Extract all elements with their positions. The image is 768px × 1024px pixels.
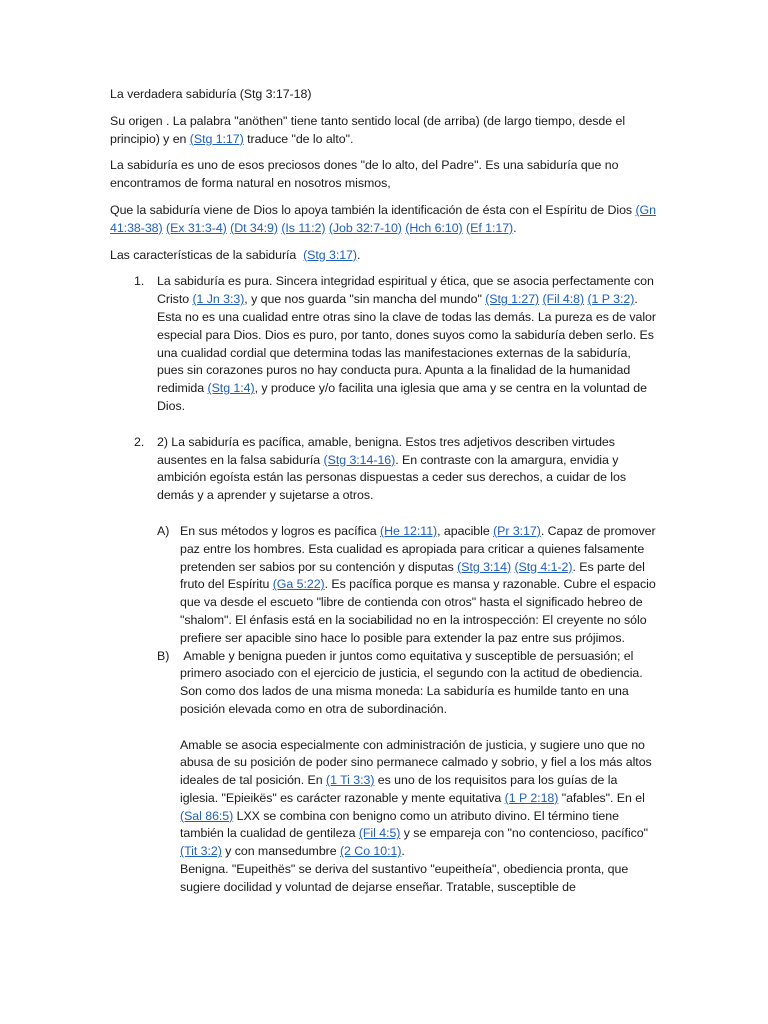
text: LXX se combina con benigno como un atributo divino. El término tiene también la cualidad de gentileza xyxy=(180,808,619,841)
text: "afables". En el xyxy=(558,790,645,805)
scripture-link[interactable]: (Sal 86:5) xyxy=(180,808,234,823)
text: 2) La sabiduría es pacífica, amable, benigna. Estos tres adjetivos describen virtudes ausentes en la falsa sabiduría xyxy=(157,434,615,467)
paragraph-origin xyxy=(110,113,658,149)
list-number: 1. xyxy=(134,274,145,289)
document-page xyxy=(110,86,658,897)
sub-list-item xyxy=(157,523,658,648)
scripture-link[interactable]: (Ef 1:17) xyxy=(466,220,514,235)
text: . Esta no es una cualidad entre otras sino la clave de todas las demás. La pureza es de valor especial para Dios. Dios es puro, por tanto, dones suyos como la sabiduría deben serlo. Es una cualidad cordial que determina todas las manifestaciones externas de la sabiduría, pues sin corazones puros no hay conducta pura. Apunta a la finalidad de la humanidad redimida xyxy=(157,292,656,396)
scripture-link[interactable]: (Stg 1:27) xyxy=(485,292,540,307)
sub-paragraph xyxy=(180,737,658,862)
paragraph-gift: La sabiduría es uno de esos preciosos dones "de lo alto, del Padre". Es una sabiduría que no encontramos de forma natural en nosotros mismos, xyxy=(110,158,619,191)
text: . xyxy=(513,220,517,235)
text: y se empareja con "no contencioso, pacífico" xyxy=(400,826,648,841)
paragraph-spirit xyxy=(110,202,658,238)
text: es uno de los requisitos para los guías de la iglesia. "Epieikës" es carácter razonable y mente equitativa xyxy=(180,773,618,805)
scripture-link[interactable]: (Hch 6:10) xyxy=(405,220,463,235)
text: . xyxy=(356,247,361,262)
list-item-lead xyxy=(157,434,658,505)
sub-list-letter: B) xyxy=(157,648,170,663)
sub-list xyxy=(157,523,658,897)
text: Que la sabiduría viene de Dios lo apoya también la identificación de ésta con el Espíritu de Dios xyxy=(110,202,636,217)
scripture-link[interactable]: (Ex 31:3-4) xyxy=(166,220,227,235)
text: y con mansedumbre xyxy=(221,844,340,859)
list-item xyxy=(110,434,658,897)
scripture-link[interactable]: (Dt 34:9) xyxy=(230,220,278,235)
scripture-link[interactable]: (Fil 4:8) xyxy=(542,292,585,307)
text: traduce "de lo alto". xyxy=(243,131,354,146)
text: . Es parte del fruto del Espíritu xyxy=(180,559,645,592)
scripture-link[interactable]: (Stg 1:4) xyxy=(207,381,255,396)
scripture-link[interactable]: (Stg 3:14) xyxy=(457,559,512,574)
list-item xyxy=(110,273,658,415)
scripture-link[interactable]: (Tit 3:2) xyxy=(180,844,222,859)
scripture-link[interactable]: (2 Co 10:1) xyxy=(339,844,402,859)
characteristics-list xyxy=(110,273,658,896)
sub-paragraph: Benigna. "Eupeithës" se deriva del sustantivo "eupeitheía", obediencia pronta, que sugiere docilidad y voluntad de dejarse enseñar. Tratable, susceptible de xyxy=(180,862,629,894)
text: . Es pacífica porque es mansa y razonable. Cubre el espacio que va desde el escueto "libre de contienda con otros" hasta el significado hebreo de "shalom". El énfasis está en la sociabilidad no en la introspección: El creyente no sólo prefiere ser apacible sino hace lo posible para extender la paz entre sus prójimos. xyxy=(180,577,656,645)
list-number: 2. xyxy=(134,434,145,449)
scripture-link[interactable]: (Stg 4:1-2) xyxy=(514,559,573,574)
scripture-link[interactable]: (Job 32:7-10) xyxy=(328,220,402,235)
scripture-link[interactable]: (Stg 3:14-16) xyxy=(323,452,396,467)
sub-paragraph: Amable y benigna pueden ir juntos como equitativa y susceptible de persuasión; el primero asociado con el ejercicio de justicia, el segundo con la actitud de obediencia. Son como dos lados de una misma moneda: La sabiduría es humilde tanto en una posición elevada como en otra de subordinación. xyxy=(180,648,647,716)
text: . xyxy=(401,844,405,859)
text: Su origen . La palabra "anöthen" tiene tanto sentido local (de arriba) (de largo tiempo, desde el principio) y en xyxy=(110,113,626,146)
scripture-link[interactable]: (Stg 1:17) xyxy=(189,131,244,146)
text: . En contraste con la amargura, envidia y ambición egoísta están las personas dispuestas a ceder sus derechos, a cuidar de los demás y a aprender y sujetarse a otros. xyxy=(157,452,626,503)
text: Las características de la sabiduría xyxy=(110,247,304,262)
scripture-link[interactable]: (1 Ti 3:3) xyxy=(326,773,375,788)
text: , apacible xyxy=(437,523,494,538)
scripture-link[interactable]: (Is 11:2) xyxy=(281,220,326,235)
scripture-link[interactable]: (Stg 3:17) xyxy=(303,247,357,262)
text: Amable se asocia especialmente con administración de justicia, y sugiere uno que no abusa de su posición de poder sino permanece calmado y sobrio, y fiel a los más altos ideales de tal posición. En xyxy=(180,737,652,788)
text: La sabiduría es pura. Sincera integridad espiritual y ética, que se asocia perfectamente con Cristo xyxy=(157,274,654,307)
scripture-link[interactable]: (1 P 3:2) xyxy=(587,292,635,307)
text: , y produce y/o facilita una iglesia que ama y se centra en la voluntad de Dios. xyxy=(157,381,647,413)
text: En sus métodos y logros es pacífica xyxy=(180,523,380,538)
text: , y que nos guarda "sin mancha del mundo" xyxy=(244,292,486,307)
sub-list-item xyxy=(157,648,658,897)
scripture-link[interactable]: (Ga 5:22) xyxy=(272,577,325,592)
paragraph-characteristics xyxy=(110,247,658,265)
scripture-link[interactable]: (Pr 3:17) xyxy=(493,523,541,538)
scripture-link[interactable]: (1 P 2:18) xyxy=(504,790,559,805)
scripture-link[interactable]: (Fil 4:5) xyxy=(358,826,401,841)
scripture-link[interactable]: (Gn 41:38-38) xyxy=(110,202,656,235)
text: . Capaz de promover paz entre los hombres. Esta cualidad es apropiada para criticar a quienes falsamente pretenden ser sabios por su contención y disputas xyxy=(180,523,656,574)
scripture-link[interactable]: (1 Jn 3:3) xyxy=(192,292,245,307)
spacer xyxy=(180,719,658,737)
scripture-link[interactable]: (He 12:11) xyxy=(380,523,438,538)
sub-list-letter: A) xyxy=(157,523,170,538)
document-title: La verdadera sabiduría (Stg 3:17-18) xyxy=(110,87,312,101)
